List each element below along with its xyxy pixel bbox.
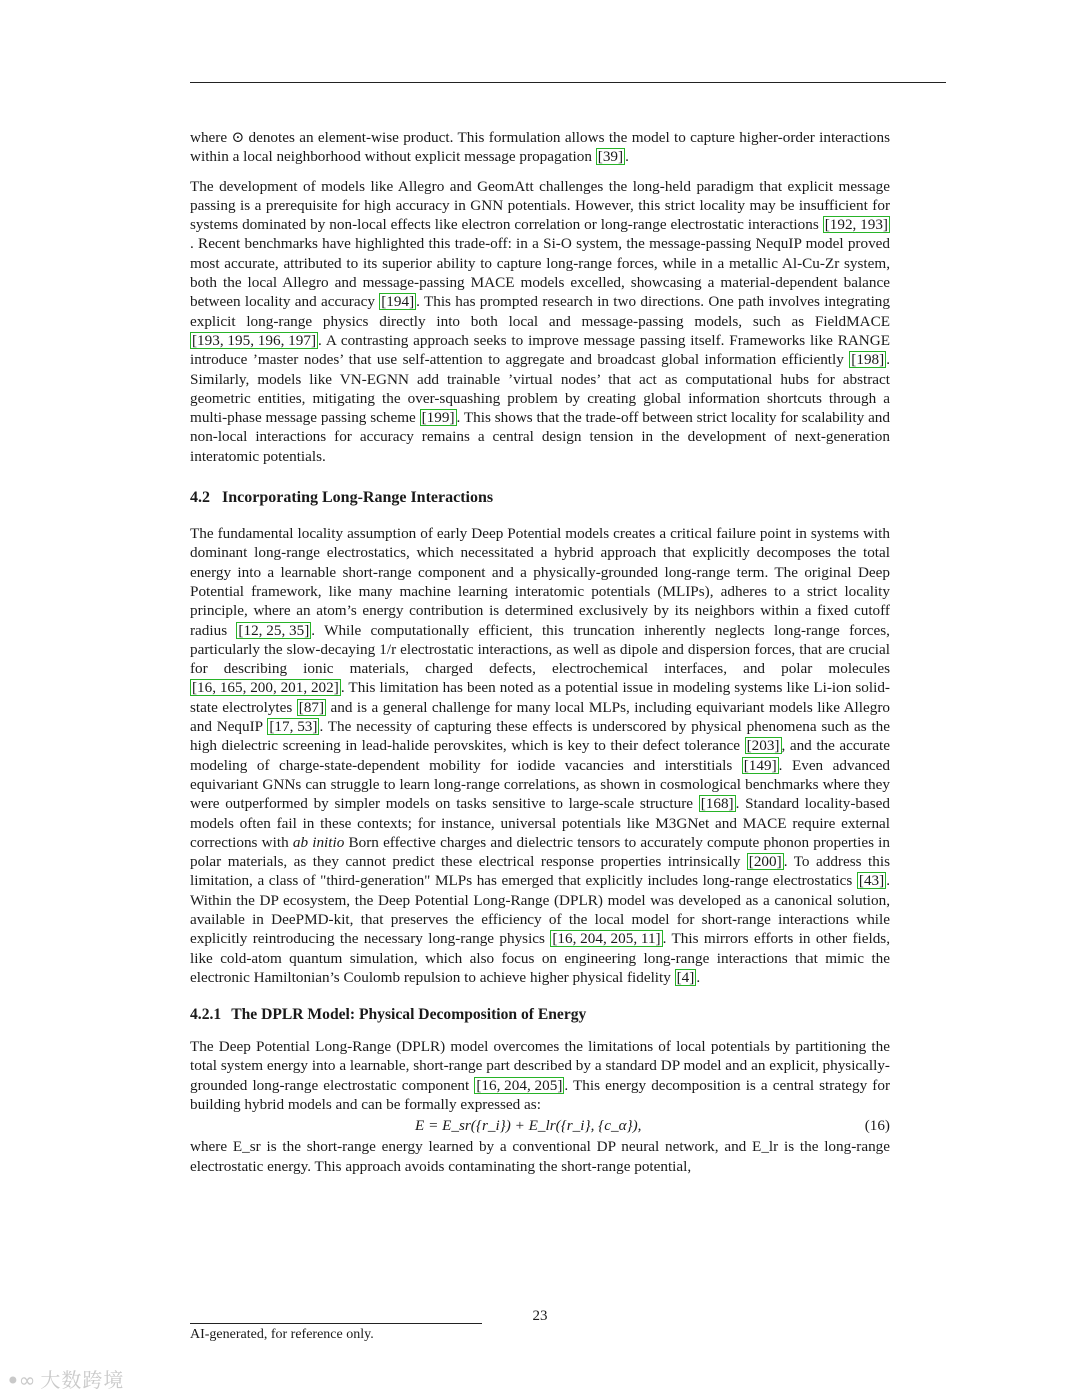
citation-link[interactable]: [192, 193] [824,216,888,234]
citation-link[interactable]: [16, 204, 205, 11] [552,930,661,948]
citation-link[interactable]: [12, 25, 35] [238,621,310,639]
watermark [8,1364,124,1393]
footnote: AI-generated, for reference only. [190,1327,374,1342]
equation [190,1114,890,1137]
page-content [190,128,890,1176]
page-number: 23 [532,1308,548,1324]
citation-link[interactable]: [198] [851,351,885,369]
watermark-logo-icon: ꔷ∞ [8,1368,37,1392]
citation-link[interactable]: [200] [748,853,782,871]
citation-link[interactable]: [149] [743,756,777,774]
equation-body: E = E_sr({r_i}) + E_lr({r_i}, {c_α}), [415,1117,642,1135]
citation-link[interactable]: [194] [381,293,415,311]
watermark-text: 大数跨境 [40,1368,125,1392]
citation-link[interactable]: [39] [597,148,624,166]
header-rule [190,82,946,83]
paragraph: The Deep Potential Long-Range (DPLR) model overcomes the limitations of local potentials by partitioning the total system energy into a learnable, short-range part described by a standard DP model and an explicit, physically-grounded long-range electrostatic component [16, 204, 205] . This energy decomposition is a central strategy for building hybrid models and can be formally expressed as: [190,1038,891,1114]
citation-link[interactable]: [4] [676,968,695,986]
footnote-rule [190,1323,482,1324]
citation-link[interactable]: [199] [421,409,455,427]
citation-link[interactable]: [43] [858,872,885,890]
citation-link[interactable]: [87] [298,698,325,716]
citation-link[interactable]: [193, 195, 196, 197] [192,331,317,349]
paragraph: The development of models like Allegro and GeomAtt challenges the long-held paradigm that explicit message passing is a prerequisite for high accuracy in GNN potentials. However, this strict locality may be insufficient for systems dominated by non-local effects like electron correlation or long-range electrostatic interactions [192, 193]. Recent benchmarks have highlighted this trade-off: in a Si-O system, the message-passing NequIP model proved most accurate, attributed to its superior ability to capture long-range forces, while in a metallic Al-Cu-Zr system, both the local Allegro and message-passing MACE models excelled, showcasing a material-dependent balance between locality and accuracy [194] . This has prompted research in two directions. One path involves integrating explicit long-range physics directly into both local and message-passing models, such as FieldMACE [193, 195, 196, 197] . A contrasting approach seeks to improve message passing itself. Frameworks like RANGE introduce ’master nodes’ that use self-attention to aggregate and broadcast global information efficiently [198] . Similarly, models like VN-EGNN add trainable ’virtual nodes’ that act as computational hubs for abstract geometric entities, mitigating the over-squashing problem by creating global information shortcuts through a multi-phase message passing scheme [199] . This shows that the trade-off between strict locality for scalability and non-local interactions for accuracy remains a central design tension in the development of next-generation interatomic potentials. [190,177,890,465]
citation-link[interactable]: [203] [746,737,780,755]
citation-link[interactable]: [168] [700,795,734,813]
equation-number: (16) [864,1117,890,1135]
citation-link[interactable]: [16, 165, 200, 201, 202] [192,679,339,697]
subsection-heading: 4.2.1 The DPLR Model: Physical Decomposition of Energy [190,1006,587,1024]
citation-link[interactable]: [17, 53] [269,718,318,736]
citation-link[interactable]: [16, 204, 205] [476,1076,563,1094]
paragraph: where ⊙ denotes an element-wise product. This formulation allows the model to capture higher-order interactions within a local neighborhood without explicit message propagation [39] . [190,129,890,166]
paragraph: The fundamental locality assumption of early Deep Potential models creates a critical failure point in systems with dominant long-range electrostatics, which necessitated a hybrid approach that explicitly decomposes the total energy into a learnable short-range component and a physically-grounded long-range term. The original Deep Potential framework, like many machine learning interatomic potentials (MLIPs), adheres to a strict locality principle, where an atom’s energy contribution is determined exclusively by its neighbors within a fixed cutoff radius [12, 25, 35] . While computationally efficient, this truncation inherently neglects long-range forces, particularly the slow-decaying 1/r electrostatic interactions, as well as dipole and dispersion forces, that are crucial for describing ionic materials, charged defects, electrochemical interfaces, and polar molecules [16, 165, 200, 201, 202] . This limitation has been noted as a potential issue in modeling systems like Li-ion solid-state electrolytes [87] and is a general challenge for many local MLPs, including equivariant models like Allegro and NequIP [17, 53] . The necessity of capturing these effects is underscored by physical phenomena such as the high dielectric screening in lead-halide perovskites, which is key to their defect tolerance [203] , and the accurate modeling of charge-state-dependent mobility for iodide vacancies and interstitials [149] . Even advanced equivariant GNNs can struggle to learn long-range correlations, as shown in cosmological benchmarks where they were outperformed by simpler models on tasks sensitive to large-scale structure [168] . Standard locality-based models often fail in these contexts; for instance, universal potentials like M3GNet and MACE require external corrections with ab initio Born effective charges and dielectric tensors to accurately compute phonon properties in polar materials, as they cannot predict these electrical response properties intrinsically [200] . To address this limitation, a class of "third-generation" MLPs has emerged that explicitly includes long-range electrostatics [43] . Within the DP ecosystem, the Deep Potential Long-Range (DPLR) model was developed as a canonical solution, available in DeePMD-kit, that preserves the efficiency of the local model for short-range interactions while explicitly reintroducing the necessary long-range physics [16, 204, 205, 11] . This mirrors efforts in other fields, like cold-atom quantum simulation, which also focus on engineering long-range interactions that mimic the electronic Hamiltonian’s Coulomb repulsion to achieve higher physical fidelity [4] . [190,525,891,986]
paragraph: where E_sr is the short-range energy learned by a conventional DP neural network, and E_lr is the long-range electrostatic energy. This approach avoids contaminating the short-range potential, [190,1138,890,1175]
section-heading: 4.2 Incorporating Long-Range Interactions [190,489,494,507]
